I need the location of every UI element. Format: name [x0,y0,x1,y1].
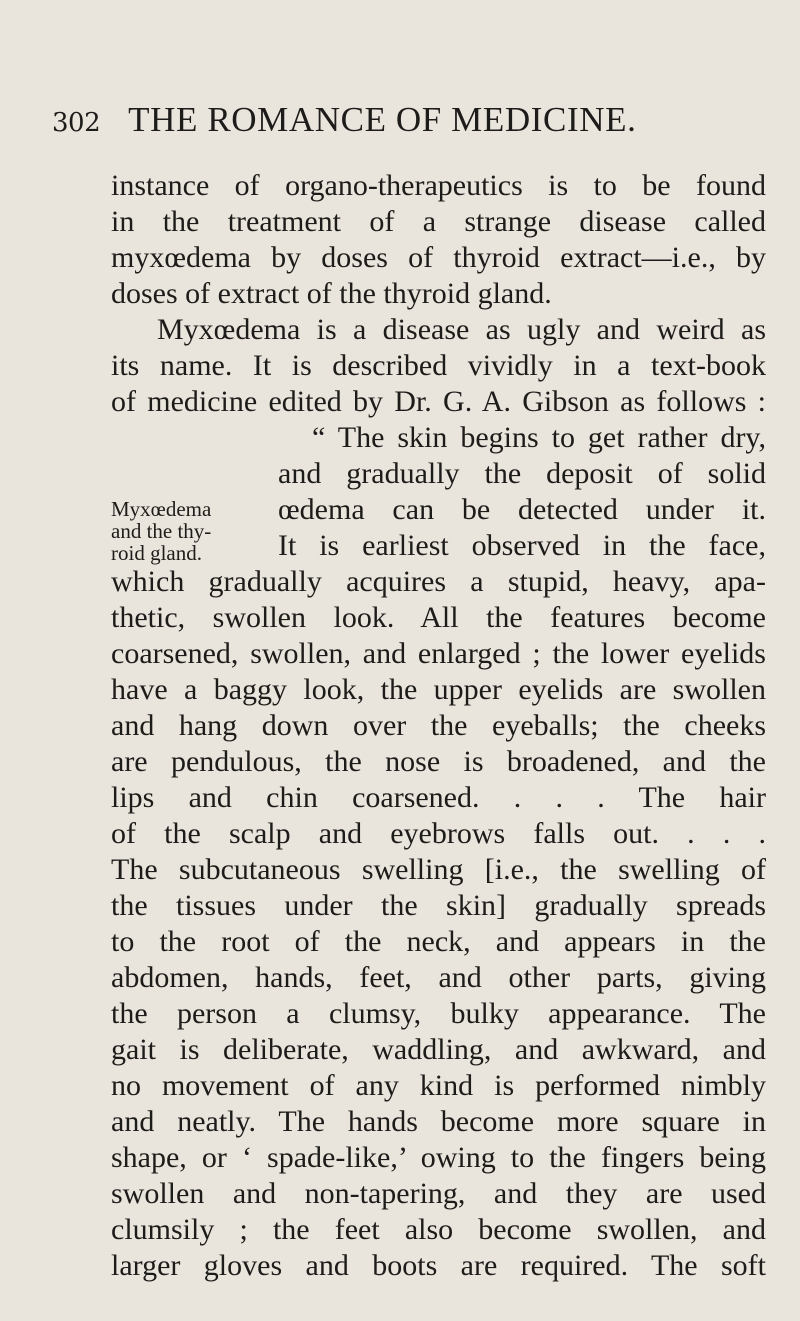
text-line: in the treatment of a strange disease called [111,205,766,238]
text-line: gait is deliberate, waddling, and awkward, and [111,1033,766,1066]
page-number: 302 [52,108,101,138]
text-line: have a baggy look, the upper eyelids are swollen [111,673,766,706]
text-line: are pendulous, the nose is broadened, and the [111,745,766,778]
text-line: It is earliest observed in the face, [278,529,766,562]
text-line: The subcutaneous swelling [i.e., the swelling of [111,853,766,886]
text-line: of medicine edited by Dr. G. A. Gibson as follows : [111,385,766,418]
text-line: Myxœdema is a disease as ugly and weird as [157,313,766,346]
text-line: thetic, swollen look. All the features become [111,601,766,634]
text-line: and hang down over the eyeballs; the cheeks [111,709,766,742]
text-line: to the root of the neck, and appears in the [111,925,766,958]
text-line: of the scalp and eyebrows falls out. . . . [111,817,766,850]
marginal-note-line: and the thy- [111,519,212,543]
marginal-note-line: Myxœdema [111,497,212,521]
text-line: myxœdema by doses of thyroid extract—i.e., by [111,241,766,274]
text-line: and gradually the deposit of solid [278,457,766,490]
text-line: instance of organo-therapeutics is to be found [111,169,766,202]
text-line: coarsened, swollen, and enlarged ; the lower eyelids [111,637,766,670]
text-line: doses of extract of the thyroid gland. [111,277,552,310]
text-line: lips and chin coarsened. . . . The hair [111,781,766,814]
running-title: THE ROMANCE OF MEDICINE. [128,100,637,139]
text-line: “ The skin begins to get rather dry, [312,421,766,454]
marginal-note-line: roid gland. [111,541,202,565]
text-line: no movement of any kind is performed nimbly [111,1069,766,1102]
text-line: abdomen, hands, feet, and other parts, giving [111,961,766,994]
text-line: which gradually acquires a stupid, heavy, apa- [111,565,766,598]
text-line: œdema can be detected under it. [278,493,766,526]
text-line: larger gloves and boots are required. The soft [111,1249,766,1282]
text-line: the person a clumsy, bulky appearance. The [111,997,766,1030]
text-line: the tissues under the skin] gradually spreads [111,889,766,922]
text-line: shape, or ‘ spade-like,’ owing to the fingers being [111,1141,766,1174]
page-header [52,100,636,144]
text-line: its name. It is described vividly in a text-book [111,349,766,382]
marginal-note [111,498,271,564]
text-line: swollen and non-tapering, and they are used [111,1177,766,1210]
text-line: and neatly. The hands become more square in [111,1105,766,1138]
text-line: clumsily ; the feet also become swollen, and [111,1213,766,1246]
